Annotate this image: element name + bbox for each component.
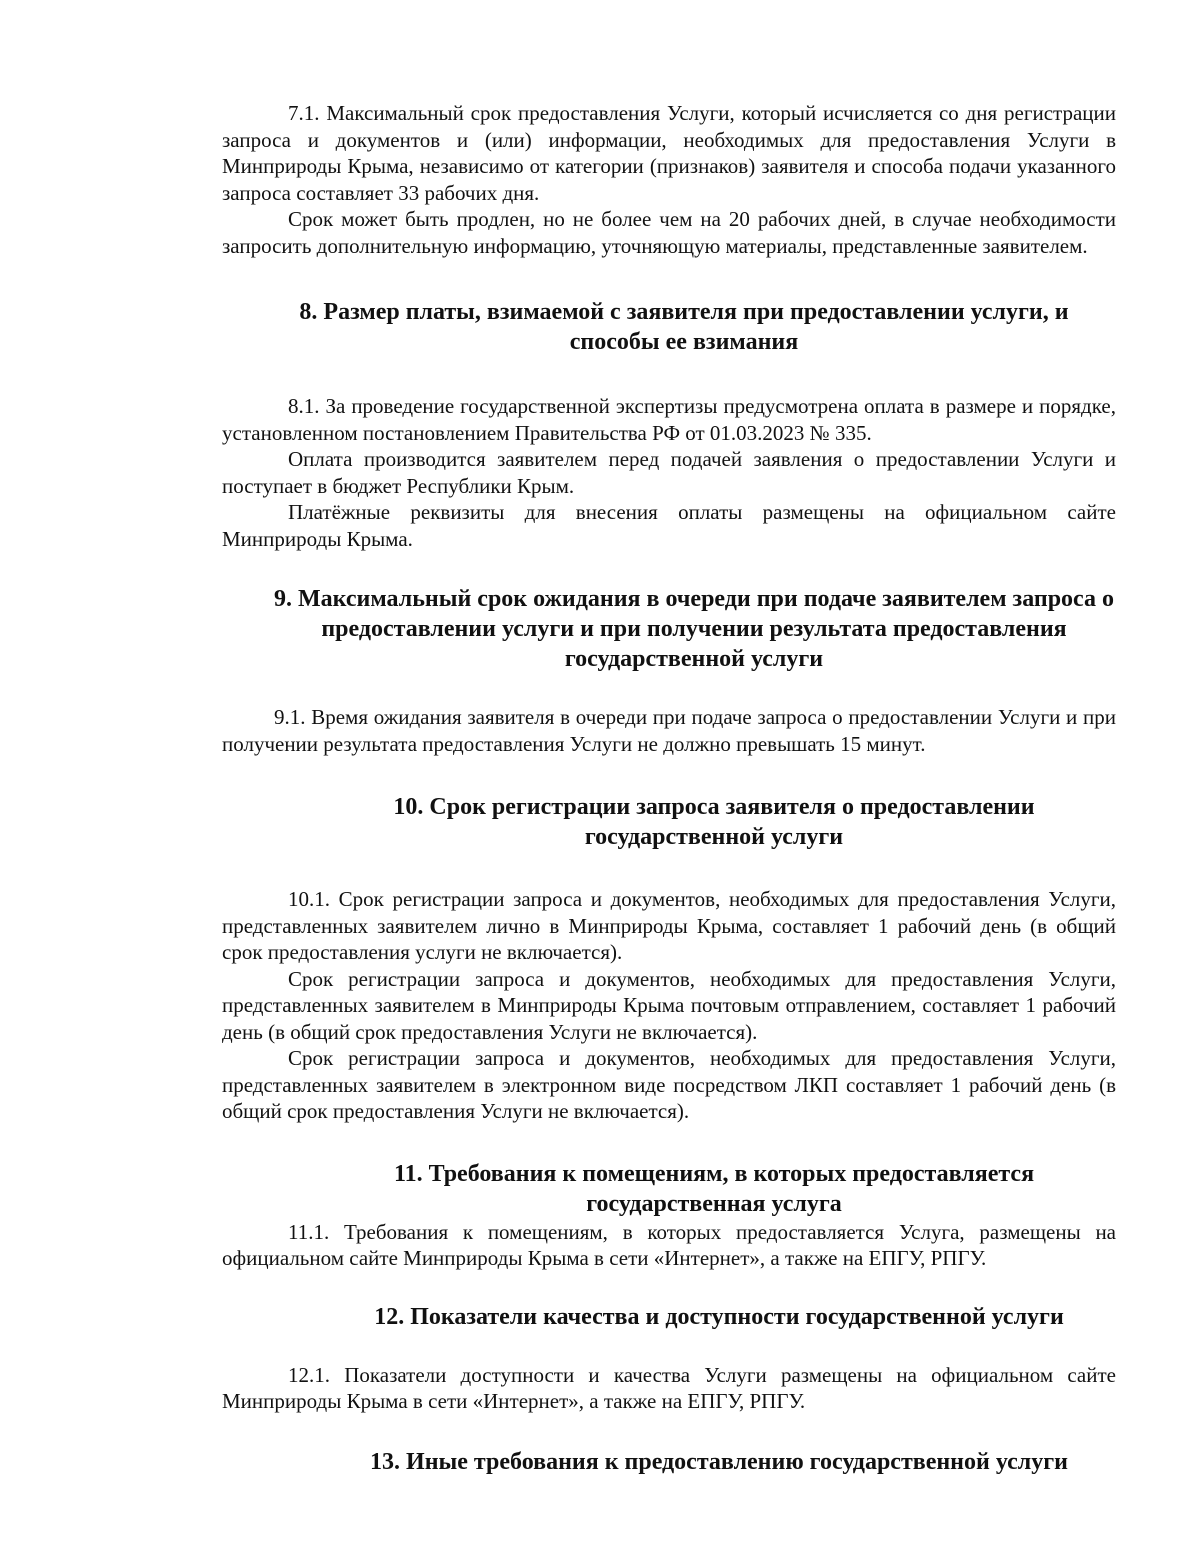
section-11-heading: 11. Требования к помещениям, в которых предоставляется государственная услуга — [393, 1160, 1035, 1217]
section-9-heading: 9. Максимальный срок ожидания в очереди при подаче заявителем запроса о предоставлении услуги и при получении результата предоставления государственной услуги — [273, 586, 1114, 672]
paragraph-12-1: 12.1. Показатели доступности и качества Услуги размещены на официальном сайте Минприроды Крыма в сети «Интернет», а также на ЕПГУ, РПГУ. — [222, 1362, 1116, 1413]
section-12-heading: 12. Показатели качества и доступности государственной услуги — [374, 1303, 1064, 1330]
paragraph-8-1: 8.1. За проведение государственной экспертизы предусмотрена оплата в размере и порядке, установленном постановлением Правительства РФ от 01.03.2023 № 335. — [222, 394, 1116, 445]
document-page — [222, 100, 1116, 1477]
section-8-heading: 8. Размер платы, взимаемой с заявителя при предоставлении услуги, и способы ее взимания — [299, 299, 1069, 355]
paragraph-10-electronic: Срок регистрации запроса и документов, необходимых для предоставления Услуги, представленных заявителем в электронном виде посредством ЛКП составляет 1 рабочий день (в общий срок предоставления Услуги не включается). — [222, 1046, 1116, 1123]
paragraph-7-1: 7.1. Максимальный срок предоставления Услуги, который исчисляется со дня регистрации запроса и документов и (или) информации, необходимых для предоставления Услуги в Минприроды Крыма, независимо от категории (признаков) заявителя и способа подачи указанного запроса составляет 33 рабочих дня. — [222, 101, 1116, 205]
paragraph-7-extension: Срок может быть продлен, но не более чем на 20 рабочих дней, в случае необходимости запросить дополнительную информацию, уточняющую материалы, представленные заявителем. — [222, 207, 1116, 258]
paragraph-11-1: 11.1. Требования к помещениям, в которых предоставляется Услуга, размещены на официальном сайте Минприроды Крыма в сети «Интернет», а также на ЕПГУ, РПГУ. — [222, 1219, 1116, 1270]
section-10-heading: 10. Срок регистрации запроса заявителя о предоставлении государственной услуги — [393, 794, 1035, 850]
section-13-heading: 13. Иные требования к предоставлению государственной услуги — [370, 1448, 1068, 1475]
paragraph-8-payment: Оплата производится заявителем перед подачей заявления о предоставлении Услуги и поступает в бюджет Республики Крым. — [222, 447, 1116, 498]
paragraph-8-requisites: Платёжные реквизиты для внесения оплаты размещены на официальном сайте Минприроды Крыма. — [222, 500, 1116, 551]
paragraph-9-1: 9.1. Время ожидания заявителя в очереди при подаче запроса о предоставлении Услуги и при получении результата предоставления Услуги не должно превышать 15 минут. — [222, 705, 1116, 756]
paragraph-10-post: Срок регистрации запроса и документов, необходимых для предоставления Услуги, представленных заявителем в Минприроды Крыма почтовым отправлением, составляет 1 рабочий день (в общий срок предоставления Услуги не включается). — [222, 966, 1116, 1044]
paragraph-10-1: 10.1. Срок регистрации запроса и документов, необходимых для предоставления Услуги, представленных заявителем лично в Минприроды Крыма, составляет 1 рабочий день (в общий срок предоставления услуги не включается). — [222, 887, 1116, 964]
